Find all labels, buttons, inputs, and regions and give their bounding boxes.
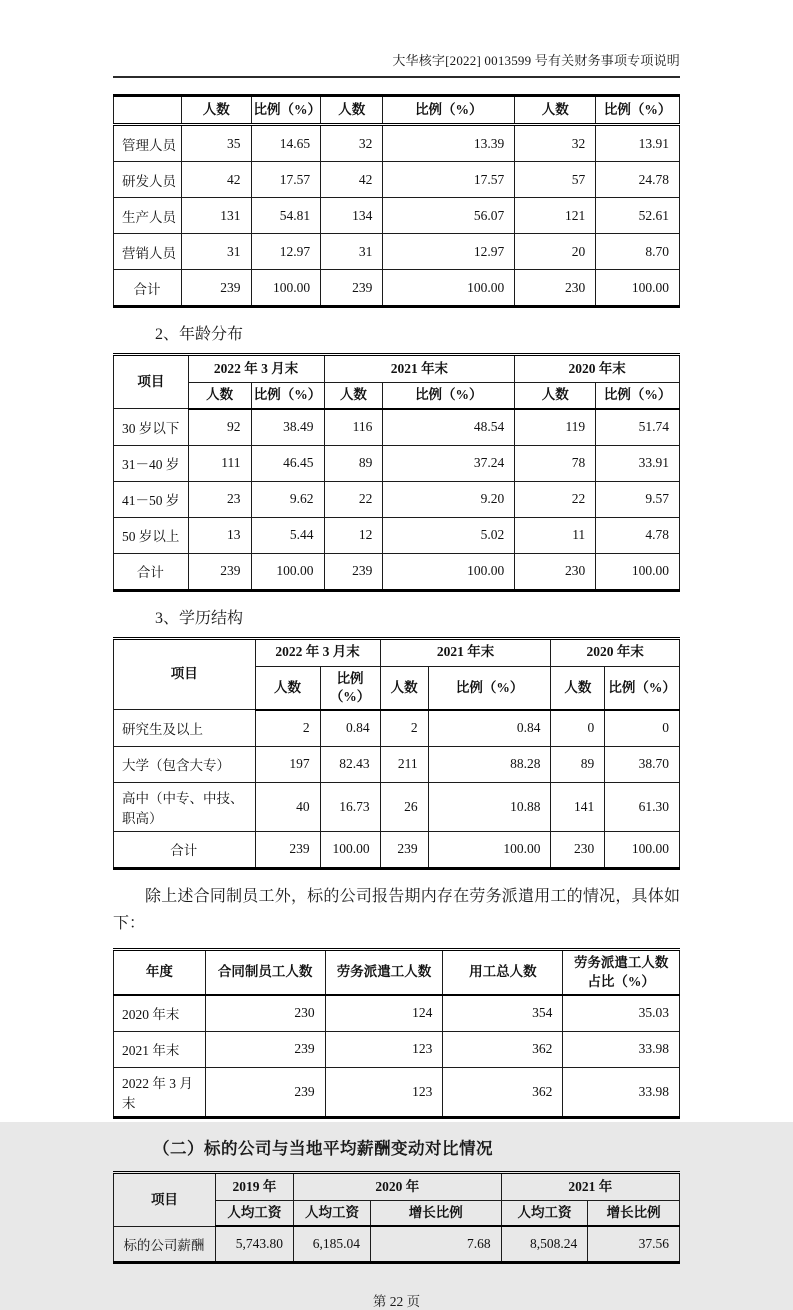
cell-value: 13 bbox=[188, 517, 251, 553]
cell-value: 2 bbox=[380, 710, 428, 747]
cell-value: 239 bbox=[181, 270, 251, 307]
cell-value: 57 bbox=[515, 162, 596, 198]
row-label: 41－50 岁 bbox=[114, 481, 189, 517]
header-row bbox=[114, 638, 680, 666]
table-header bbox=[114, 950, 680, 995]
cell-value: 82.43 bbox=[320, 746, 380, 782]
row-label: 营销人员 bbox=[114, 234, 182, 270]
table-header bbox=[114, 96, 680, 125]
cell-value: 33.91 bbox=[596, 445, 680, 481]
cell-value: 239 bbox=[324, 553, 383, 590]
cell-value: 7.68 bbox=[370, 1226, 501, 1263]
cell-value: 9.20 bbox=[383, 481, 515, 517]
cell-value: 197 bbox=[255, 746, 320, 782]
cell-value: 35.03 bbox=[563, 995, 680, 1032]
column-header: 比例（%） bbox=[251, 96, 321, 125]
cell-value: 37.56 bbox=[588, 1226, 680, 1263]
column-header: 人均工资 bbox=[501, 1200, 588, 1226]
cell-value: 100.00 bbox=[605, 831, 680, 868]
row-label: 合计 bbox=[114, 831, 256, 868]
table-header bbox=[114, 638, 680, 710]
cell-value: 38.70 bbox=[605, 746, 680, 782]
column-header: 用工总人数 bbox=[443, 950, 563, 995]
row-label: 管理人员 bbox=[114, 125, 182, 162]
header-row bbox=[114, 355, 680, 383]
cell-value: 5.02 bbox=[383, 517, 515, 553]
cell-value: 11 bbox=[515, 517, 596, 553]
table-row bbox=[114, 1226, 680, 1263]
cell-value: 239 bbox=[188, 553, 251, 590]
period-header: 2020 年末 bbox=[551, 638, 680, 666]
table-body bbox=[114, 995, 680, 1118]
column-header: 劳务派遣工人数 bbox=[325, 950, 443, 995]
cell-value: 17.57 bbox=[383, 162, 515, 198]
row-label: 50 岁以上 bbox=[114, 517, 189, 553]
column-header: 增长比例 bbox=[370, 1200, 501, 1226]
column-header: 合同制员工人数 bbox=[205, 950, 325, 995]
cell-value: 38.49 bbox=[251, 409, 324, 446]
cell-value: 239 bbox=[255, 831, 320, 868]
column-header: 年度 bbox=[114, 950, 206, 995]
row-label: 合计 bbox=[114, 553, 189, 590]
cell-value: 134 bbox=[321, 198, 383, 234]
table-row bbox=[114, 553, 680, 590]
cell-value: 0.84 bbox=[320, 710, 380, 747]
cell-value: 9.57 bbox=[596, 481, 680, 517]
cell-value: 52.61 bbox=[596, 198, 680, 234]
column-header-item: 项目 bbox=[114, 1172, 216, 1226]
table-row bbox=[114, 995, 680, 1032]
cell-value: 42 bbox=[181, 162, 251, 198]
section-heading-education: 3、学历结构 bbox=[155, 609, 244, 627]
labor-dispatch-table bbox=[113, 948, 680, 1118]
cell-value: 362 bbox=[443, 1067, 563, 1117]
cell-value: 16.73 bbox=[320, 782, 380, 831]
column-header: 比例（%） bbox=[251, 383, 324, 409]
column-header-dispatch-ratio bbox=[563, 950, 680, 995]
cell-value: 2 bbox=[255, 710, 320, 747]
header-row bbox=[114, 950, 680, 995]
column-header: 人数 bbox=[181, 96, 251, 125]
period-header: 2019 年 bbox=[215, 1172, 293, 1200]
cell-value: 51.74 bbox=[596, 409, 680, 446]
table-row bbox=[114, 481, 680, 517]
cell-value: 10.88 bbox=[428, 782, 551, 831]
cell-value: 12.97 bbox=[251, 234, 321, 270]
column-header: 比例（%） bbox=[383, 96, 515, 125]
subheader-row bbox=[114, 383, 680, 409]
header-row bbox=[114, 96, 680, 125]
cell-value: 239 bbox=[205, 1031, 325, 1067]
cell-value: 100.00 bbox=[428, 831, 551, 868]
cell-value: 61.30 bbox=[605, 782, 680, 831]
cell-value: 92 bbox=[188, 409, 251, 446]
column-header: 人数 bbox=[255, 666, 320, 710]
cell-value: 33.98 bbox=[563, 1031, 680, 1067]
row-label: 生产人员 bbox=[114, 198, 182, 234]
period-header: 2022 年 3 月末 bbox=[255, 638, 380, 666]
table-row bbox=[114, 270, 680, 307]
cell-value: 230 bbox=[551, 831, 605, 868]
cell-value: 33.98 bbox=[563, 1067, 680, 1117]
cell-value: 54.81 bbox=[251, 198, 321, 234]
table-row bbox=[114, 198, 680, 234]
column-header: 人均工资 bbox=[215, 1200, 293, 1226]
table-row bbox=[114, 409, 680, 446]
cell-value: 20 bbox=[515, 234, 596, 270]
cell-value: 119 bbox=[515, 409, 596, 446]
cell-value: 121 bbox=[515, 198, 596, 234]
cell-value: 46.45 bbox=[251, 445, 324, 481]
table-header bbox=[114, 355, 680, 409]
cell-value: 5.44 bbox=[251, 517, 324, 553]
cell-value: 100.00 bbox=[383, 270, 515, 307]
cell-value: 32 bbox=[515, 125, 596, 162]
document-header bbox=[113, 0, 680, 78]
cell-value: 89 bbox=[551, 746, 605, 782]
column-header: 人数 bbox=[324, 383, 383, 409]
column-header: 比例（%） bbox=[596, 383, 680, 409]
cell-value: 211 bbox=[380, 746, 428, 782]
row-label: 高中（中专、中技、职高） bbox=[114, 782, 256, 831]
cell-value: 13.39 bbox=[383, 125, 515, 162]
column-header: 人均工资 bbox=[293, 1200, 370, 1226]
cell-value: 100.00 bbox=[596, 270, 680, 307]
empty-header-cell bbox=[114, 96, 182, 125]
table-body bbox=[114, 1226, 680, 1263]
cell-value: 8.70 bbox=[596, 234, 680, 270]
cell-value: 40 bbox=[255, 782, 320, 831]
cell-value: 230 bbox=[515, 553, 596, 590]
row-label: 大学（包含大专） bbox=[114, 746, 256, 782]
cell-value: 100.00 bbox=[383, 553, 515, 590]
cell-value: 12.97 bbox=[383, 234, 515, 270]
row-label: 研究生及以上 bbox=[114, 710, 256, 747]
cell-value: 141 bbox=[551, 782, 605, 831]
cell-value: 9.62 bbox=[251, 481, 324, 517]
table-row bbox=[114, 710, 680, 747]
column-header: 人数 bbox=[551, 666, 605, 710]
cell-value: 88.28 bbox=[428, 746, 551, 782]
cell-value: 6,185.04 bbox=[293, 1226, 370, 1263]
table-row bbox=[114, 1031, 680, 1067]
cell-value: 12 bbox=[324, 517, 383, 553]
cell-value: 56.07 bbox=[383, 198, 515, 234]
cell-value: 0.84 bbox=[428, 710, 551, 747]
salary-comparison-table bbox=[113, 1171, 680, 1265]
header-line: 占比（%） bbox=[587, 973, 655, 989]
period-header: 2020 年末 bbox=[515, 355, 680, 383]
age-distribution-table bbox=[113, 353, 680, 592]
column-header: 比例（%） bbox=[320, 666, 380, 710]
cell-value: 13.91 bbox=[596, 125, 680, 162]
page-content bbox=[113, 0, 680, 1310]
cell-value: 111 bbox=[188, 445, 251, 481]
table-body bbox=[114, 125, 680, 307]
cell-value: 123 bbox=[325, 1067, 443, 1117]
column-header-item: 项目 bbox=[114, 355, 189, 409]
header-line: 劳务派遣工人数 bbox=[573, 955, 669, 971]
cell-value: 22 bbox=[515, 481, 596, 517]
column-header: 比例（%） bbox=[605, 666, 680, 710]
table-header bbox=[114, 1172, 680, 1226]
cell-value: 0 bbox=[551, 710, 605, 747]
cell-value: 17.57 bbox=[251, 162, 321, 198]
row-label: 2020 年末 bbox=[114, 995, 206, 1032]
cell-value: 8,508.24 bbox=[501, 1226, 588, 1263]
cell-value: 78 bbox=[515, 445, 596, 481]
table-row bbox=[114, 517, 680, 553]
header-title: 大华核字[2022] 0013599 号有关财务事项专项说明 bbox=[392, 53, 680, 68]
cell-value: 42 bbox=[321, 162, 383, 198]
cell-value: 100.00 bbox=[251, 270, 321, 307]
table-body bbox=[114, 409, 680, 591]
column-header: 增长比例 bbox=[588, 1200, 680, 1226]
period-header: 2022 年 3 月末 bbox=[188, 355, 324, 383]
cell-value: 230 bbox=[205, 995, 325, 1032]
row-label: 31－40 岁 bbox=[114, 445, 189, 481]
table-row bbox=[114, 746, 680, 782]
table-row bbox=[114, 1067, 680, 1117]
cell-value: 26 bbox=[380, 782, 428, 831]
table-row bbox=[114, 234, 680, 270]
table-row bbox=[114, 831, 680, 868]
cell-value: 131 bbox=[181, 198, 251, 234]
table-row bbox=[114, 125, 680, 162]
cell-value: 100.00 bbox=[596, 553, 680, 590]
cell-value: 0 bbox=[605, 710, 680, 747]
page-number: 第 22 页 bbox=[372, 1294, 421, 1310]
cell-value: 100.00 bbox=[320, 831, 380, 868]
cell-value: 31 bbox=[321, 234, 383, 270]
column-header: 人数 bbox=[380, 666, 428, 710]
cell-value: 89 bbox=[324, 445, 383, 481]
cell-value: 239 bbox=[205, 1067, 325, 1117]
column-header: 比例（%） bbox=[596, 96, 680, 125]
education-structure-table bbox=[113, 637, 680, 870]
row-label: 30 岁以下 bbox=[114, 409, 189, 446]
cell-value: 35 bbox=[181, 125, 251, 162]
cell-value: 22 bbox=[324, 481, 383, 517]
paragraph-labor-dispatch: 除上述合同制员工外，标的公司报告期内存在劳务派遣用工的情况，具体如下： bbox=[113, 887, 680, 933]
section-heading-salary-comparison: （二）标的公司与当地平均薪酬变动对比情况 bbox=[153, 1138, 493, 1158]
row-label: 标的公司薪酬 bbox=[114, 1226, 216, 1263]
cell-value: 362 bbox=[443, 1031, 563, 1067]
cell-value: 14.65 bbox=[251, 125, 321, 162]
period-header: 2021 年末 bbox=[380, 638, 551, 666]
cell-value: 24.78 bbox=[596, 162, 680, 198]
cell-value: 239 bbox=[380, 831, 428, 868]
cell-value: 5,743.80 bbox=[215, 1226, 293, 1263]
section-heading-age: 2、年龄分布 bbox=[155, 326, 244, 343]
cell-value: 116 bbox=[324, 409, 383, 446]
row-label: 2021 年末 bbox=[114, 1031, 206, 1067]
cell-value: 32 bbox=[321, 125, 383, 162]
cell-value: 48.54 bbox=[383, 409, 515, 446]
table-body bbox=[114, 710, 680, 869]
cell-value: 100.00 bbox=[251, 553, 324, 590]
period-header: 2021 年末 bbox=[324, 355, 515, 383]
table-row bbox=[114, 162, 680, 198]
table-row bbox=[114, 445, 680, 481]
column-header-item: 项目 bbox=[114, 638, 256, 710]
row-label: 研发人员 bbox=[114, 162, 182, 198]
cell-value: 239 bbox=[321, 270, 383, 307]
cell-value: 4.78 bbox=[596, 517, 680, 553]
column-header: 比例（%） bbox=[428, 666, 551, 710]
cell-value: 230 bbox=[515, 270, 596, 307]
cell-value: 123 bbox=[325, 1031, 443, 1067]
staff-structure-table bbox=[113, 94, 680, 308]
period-header: 2021 年 bbox=[501, 1172, 679, 1200]
column-header: 人数 bbox=[515, 383, 596, 409]
column-header: 人数 bbox=[321, 96, 383, 125]
column-header: 人数 bbox=[188, 383, 251, 409]
cell-value: 37.24 bbox=[383, 445, 515, 481]
period-header: 2020 年 bbox=[293, 1172, 501, 1200]
cell-value: 124 bbox=[325, 995, 443, 1032]
cell-value: 354 bbox=[443, 995, 563, 1032]
column-header: 人数 bbox=[515, 96, 596, 125]
header-row bbox=[114, 1172, 680, 1200]
row-label: 合计 bbox=[114, 270, 182, 307]
row-label: 2022 年 3 月末 bbox=[114, 1067, 206, 1117]
column-header: 比例（%） bbox=[383, 383, 515, 409]
cell-value: 31 bbox=[181, 234, 251, 270]
cell-value: 23 bbox=[188, 481, 251, 517]
table-row bbox=[114, 782, 680, 831]
